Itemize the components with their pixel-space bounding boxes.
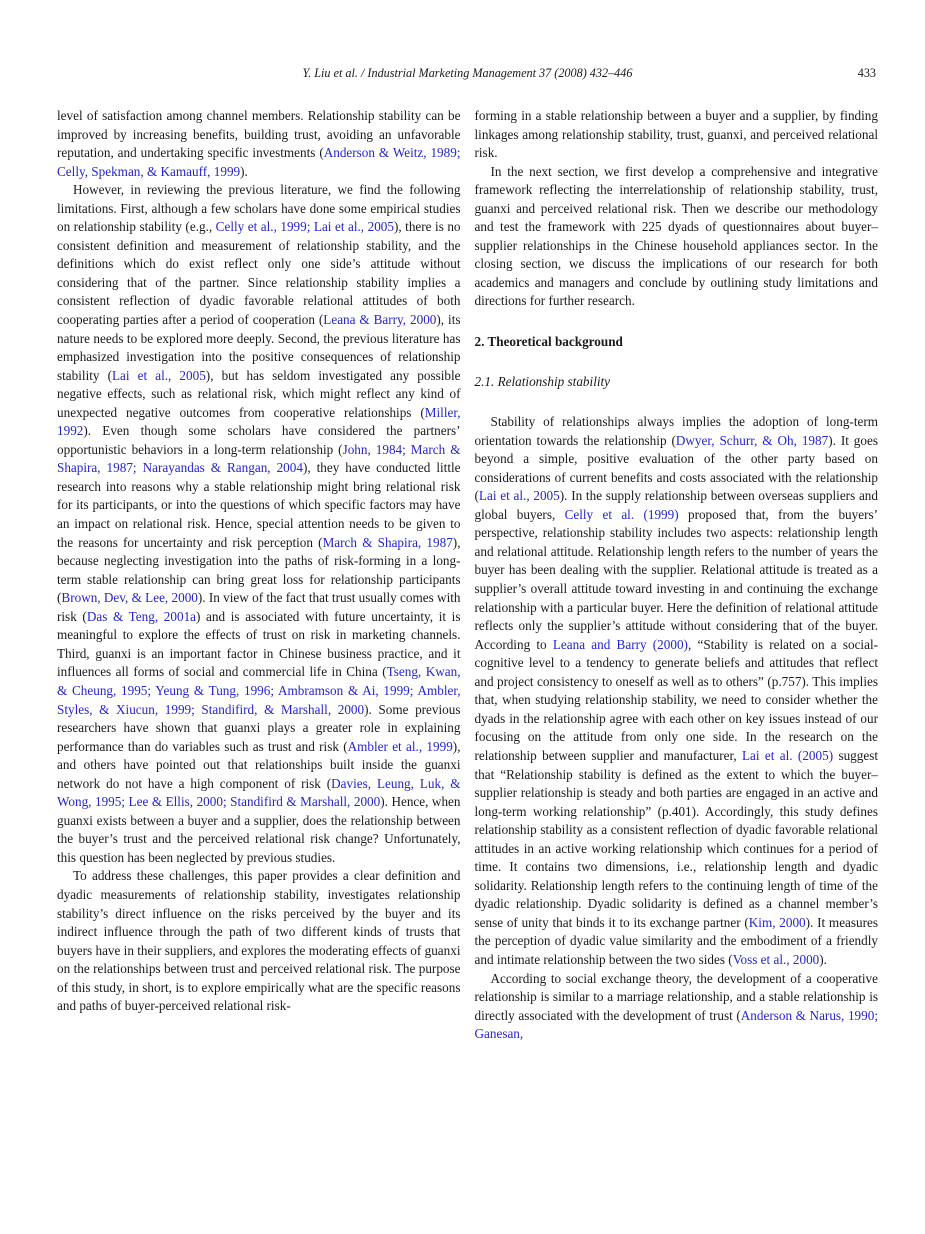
paragraph bbox=[475, 107, 879, 163]
citation-link[interactable]: March & Shapira, 1987 bbox=[322, 534, 453, 550]
text-run: ). Hence, when guanxi exists between a buyer and a supplier, does the relationship between the buyer’s trust and the perceived relational risk change? Unfortunately, this question has been neglected by previous studies. bbox=[57, 794, 461, 865]
paragraph bbox=[475, 163, 879, 311]
subsection-heading: 2.1. Relationship stability bbox=[474, 373, 611, 389]
text-run: ). It measures the perception of dyadic value similarity and the embodiment of a friendly and intimate relationship between the two sides ( bbox=[474, 914, 879, 967]
text-run: level of satisfaction among channel members. Relationship stability can be improved by increasing benefits, building trust, avoiding an unfavorable reputation, and undertaking specific investments ( bbox=[57, 108, 461, 161]
text-run: ). In view of the fact that trust usually comes with risk ( bbox=[57, 590, 461, 624]
citation-link[interactable]: Anderson & Narus, 1990; Ganesan, bbox=[474, 1007, 878, 1042]
citation-link[interactable]: Davies, Leung, Luk, & Wong, 1995; Lee & Ellis, 2000; Standifird & Marshall, 2000 bbox=[57, 775, 461, 810]
citation-link[interactable]: Das & Teng, 2001a bbox=[86, 608, 197, 624]
citation-link[interactable]: Lai et al., 2005 bbox=[111, 367, 206, 383]
citation-link[interactable]: Kim, 2000 bbox=[748, 914, 806, 930]
left-column bbox=[57, 107, 461, 1044]
citation-link[interactable]: John, 1984; March & Shapira, 1987; Narayandas & Rangan, 2004 bbox=[57, 441, 461, 476]
citation-link[interactable]: Dwyer, Schurr, & Oh, 1987 bbox=[675, 432, 829, 448]
text-run: ). bbox=[240, 163, 248, 179]
citation-link[interactable]: Miller, 1992 bbox=[57, 404, 461, 439]
page-number: 433 bbox=[857, 66, 876, 80]
two-column-layout bbox=[57, 107, 878, 1044]
citation-link[interactable]: Leana & Barry, 2000 bbox=[323, 312, 437, 328]
text-run: , “Stability is related on a social-cognitive level to a tendency to generate beliefs and attitudes that reflect and project consistency to oneself as well as to others” (p.757). This implies that, when studying relationship stability, we need to consider whether the dyads in the relationship agree with each other on key issues instead of our focusing on the attitude from only one side. In the research on the relationship between supplier and manufacturer, bbox=[474, 636, 878, 763]
running-header bbox=[57, 66, 878, 80]
text-run: ), its nature needs to be explored more deeply. Second, the previous literature has emphasized investigation into the positive consequences of relationship stability ( bbox=[57, 312, 461, 383]
citation-link[interactable]: Lai et al., 2005 bbox=[478, 488, 560, 504]
citation-link[interactable]: Anderson & Weitz, 1989; Celly, Spekman, & Kamauff, 1999 bbox=[57, 145, 461, 179]
citation-link[interactable]: Leana and Barry (2000) bbox=[552, 636, 688, 652]
citation-link[interactable]: Voss et al., 2000 bbox=[732, 951, 820, 967]
citation-link[interactable]: Brown, Dev, & Lee, 2000 bbox=[61, 590, 198, 606]
text-run: ). Some previous researchers have shown that guanxi plays a greater role in explaining performance than do variables such as trust and risk ( bbox=[57, 701, 461, 754]
section-heading: 2. Theoretical background bbox=[474, 334, 623, 350]
text-run: ), and others have pointed out that relationships built inside the guanxi network do not have a high component of risk ( bbox=[57, 738, 461, 791]
citation-link[interactable]: Celly et al., 1999; Lai et al., 2005 bbox=[215, 219, 394, 235]
paragraph bbox=[57, 107, 461, 181]
citation-link[interactable]: Ambler et al., 1999 bbox=[347, 738, 453, 754]
text-run: According to social exchange theory, the development of a cooperative relationship is similar to a marriage relationship, and a stable relationship is directly associated with the development of trust ( bbox=[474, 970, 878, 1023]
text-run: ), there is no consistent definition and measurement of relationship stability, and the definitions which do exist reflect only one side’s attitude without considering that of the partner. Since relationship stability implies a consistent reflection of dyadic favorable relational attitudes of both cooperating parties after a period of cooperation ( bbox=[57, 219, 461, 328]
text-run: To address these challenges, this paper provides a clear definition and dyadic measurements of relationship stability, investigates relationship stability’s direct influence on the risks perceived by the buyer and its indirect influence through the path of two different kinds of trusts that buyers have in their suppliers, and explores the moderating effects of guanxi on the relationships between trust and perceived relational risk. The purpose of this study, in short, is to explore empirically what are the specific reasons and paths of buyer-perceived relational risk- bbox=[57, 868, 461, 1014]
text-run: However, in reviewing the previous literature, we find the following limitations. First, although a few scholars have done some empirical studies on relationship stability (e.g., bbox=[57, 182, 461, 235]
right-column bbox=[475, 107, 879, 1044]
text-run: ). It goes beyond a simple, positive evaluation of the other party based on considerations of current benefits and costs associated with the relationship ( bbox=[474, 432, 878, 504]
text-run: ). bbox=[819, 951, 827, 967]
citation-link[interactable]: Celly et al. (1999) bbox=[564, 506, 679, 522]
text-run: suggest that “Relationship stability is defined as the extent to which the buyer–supplier relationship is steady and both parties are engaged in an active and long-term working relationship” (p.401). Accordingly, this study defines relationship stability as a consistent reflection of dyadic favorable relational attitudes in an active working relationship which continues for a period of time. It contains two dimensions, i.e., relationship length and dyadic solidarity. Relationship length refers to the continuing length of time of the dyadic relationship. Dyadic solidarity is defined as a channel member’s sense of unity that binds it to its exchange partner ( bbox=[474, 747, 878, 930]
text-run: ), but has seldom investigated any possible negative effects, such as relational risk, which might reflect any kind of unexpected negative outcomes from cooperative relationships ( bbox=[57, 367, 461, 420]
paragraph bbox=[57, 181, 461, 867]
citation-link[interactable]: Tseng, Kwan, & Cheung, 1995; Yeung & Tung, 1996; Ambramson & Ai, 1999; Ambler, Styles, & Xiucun, 1999; Standifird, & Marshall, 2000 bbox=[57, 664, 461, 717]
text-run: In the next section, we first develop a comprehensive and integrative framework reflecting the interrelationship of relationship stability, trust, guanxi and perceived relational risk. Then we describe our methodology and test the framework with 225 dyads of questionnaires about buyer–supplier relationships in the Chinese household appliances sector. In the closing section, we discuss the implications of our research for both academics and managers and conclude by outlining study limitations and directions for further research. bbox=[474, 163, 878, 309]
text-run: ), because neglecting investigation into the paths of risk-forming in a long-term stable relationship can bring great loss for relationship participants ( bbox=[57, 534, 461, 606]
paragraph bbox=[475, 970, 879, 1044]
citation-link[interactable]: Lai et al. (2005) bbox=[742, 747, 834, 763]
text-run: ). Even though some scholars have considered the partners’ opportunistic behaviors in a long-term relationship ( bbox=[57, 423, 461, 457]
paragraph bbox=[57, 867, 461, 1015]
paragraph bbox=[475, 413, 879, 969]
text-run: ). In the supply relationship between overseas suppliers and global buyers, bbox=[474, 488, 878, 522]
text-run: ) and is associated with future uncertainty, it is meaningful to explore the effects of trust on risk in marketing channels. Third, guanxi is an important factor in Chinese business practice, and it influences all forms of social and commercial life in China ( bbox=[57, 608, 461, 680]
text-run: proposed that, from the buyers’ perspective, relationship stability includes two aspects: relationship length and relational attitude. Relationship length refers to the number of years the buyer has been dealing with the supplier. Relational attitude is treated as a supplier’s overall attitude toward investing in and continuing the exchange relationship with a particular buyer. Here the definition of relational attitude reflects only the supplier’s attitude without considering that of the buyer. According to bbox=[474, 506, 879, 652]
text-run: ), they have conducted little research into reasons why a stable relationship might bring relational risk for its participants, or into the questions of which specific factors may have an impact on relational risk. Hence, special attention needs to be given to the reasons for uncertainty and risk perception ( bbox=[57, 460, 461, 550]
text-run: Stability of relationships always implies the adoption of long-term orientation towards the relationship ( bbox=[474, 414, 878, 448]
journal-citation: Y. Liu et al. / Industrial Marketing Management 37 (2008) 432–446 bbox=[302, 66, 633, 80]
text-run: forming in a stable relationship between a buyer and a supplier, by finding linkages among relationship stability, trust, guanxi, and perceived relational risk. bbox=[474, 108, 878, 161]
